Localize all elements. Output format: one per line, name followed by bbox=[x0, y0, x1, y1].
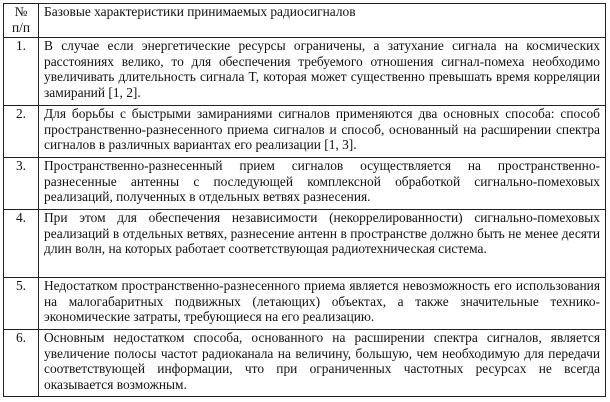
table-row bbox=[4, 38, 606, 106]
row-text: Для борьбы с быстрыми замираниями сигналов применяются два основных способа: способ пространственно-разнесенного приема сигналов и способ, основанный на расширении спектра сигналов в различных вариантах его реализации [1, 3]. bbox=[39, 106, 606, 158]
table-row bbox=[4, 330, 606, 397]
header-number-abbrev: п/п bbox=[11, 19, 31, 35]
row-number: 6. bbox=[4, 330, 39, 397]
table-row bbox=[4, 158, 606, 210]
header-title: Базовые характеристики принимаемых радиосигналов bbox=[39, 4, 606, 38]
table-header-row bbox=[4, 4, 606, 38]
row-text: Пространственно-разнесенный прием сигналов осуществляется на пространственно-разнесенные антенны с последующей комплексной обработкой сигнально-помеховых реализаций, полученных в отдельных ветвях разнесения. bbox=[39, 158, 606, 210]
row-number: 4. bbox=[4, 210, 39, 278]
header-number-sign: № bbox=[14, 4, 28, 19]
table-row bbox=[4, 106, 606, 158]
table-row bbox=[4, 278, 606, 330]
row-number: 2. bbox=[4, 106, 39, 158]
row-number: 5. bbox=[4, 278, 39, 330]
table-row bbox=[4, 210, 606, 278]
header-number-cell bbox=[4, 4, 39, 38]
row-text: Недостатком пространственно-разнесенного приема является невозможность его использования на малогабаритных подвижных (летающих) объектах, а также значительные технико-экономические затраты, требующиеся на его реализацию. bbox=[39, 278, 606, 330]
row-text: Основным недостатком способа, основанного на расширении спектра сигналов, является увеличение полосы частот радиоканала на величину, большую, чем необходимую для передачи соответствующей информации, что при ограниченных частотных ресурсах не всегда оказывается возможным. bbox=[39, 330, 606, 397]
row-number: 1. bbox=[4, 38, 39, 106]
row-text: При этом для обеспечения независимости (некоррелированности) сигнально-помеховых реализаций в отдельных ветвях, разнесение антенн в пространстве должно быть не менее десяти длин волн, на которых работает соответствующая радиотехническая система. bbox=[39, 210, 606, 278]
characteristics-table bbox=[3, 3, 606, 397]
row-text: В случае если энергетические ресурсы ограничены, а затухание сигнала на космических расстояниях велико, то для обеспечения требуемого отношения сигнал-помеха необходимо увеличивать длительность сигнала T, которая может существенно превышать время корреляции замираний [1, 2]. bbox=[39, 38, 606, 106]
row-number: 3. bbox=[4, 158, 39, 210]
